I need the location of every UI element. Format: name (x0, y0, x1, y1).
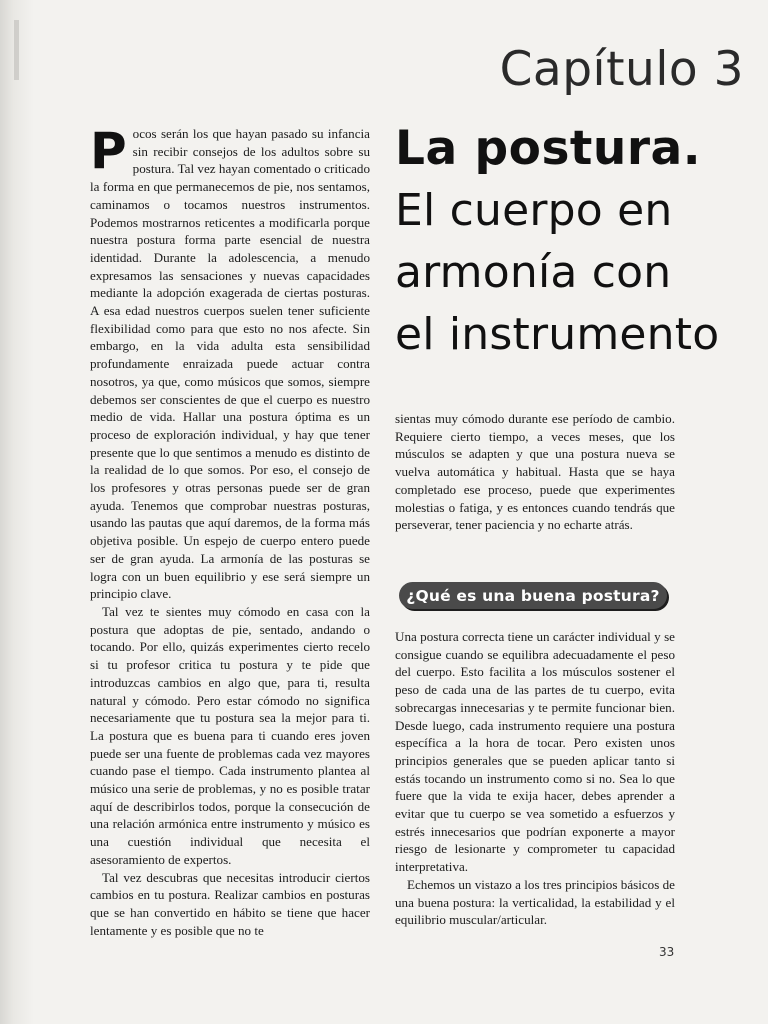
title-line-2: El cuerpo en (395, 185, 673, 236)
body-paragraph-2: Tal vez te sientes muy cómodo en casa con la postura que adoptas de pie, sentado, andando o tocando. Por ello, quizás experimentes cierto recelo si tu profesor critica tu postura y te pide que introduzcas cambios en algo que, para ti, resulta natural y cómodo. Pero estar cómodo no significa necesariamente que tu postura sea la mejor para ti. La postura que es buena para ti cuando eres joven puede ser una fuente de problemas cada vez mayores cuando pase el tiempo. Cada instrumento plantea al músico una serie de problemas, y no es posible tratar aquí de describirlos todos, porque la consecución de una relación armónica entre instrumento y músico es una cuestión individual que necesita el asesoramiento de expertos. (90, 603, 370, 867)
title-line-4: el instrumento (395, 309, 720, 360)
continued-paragraph: sientas muy cómodo durante ese período de cambio. Requiere cierto tiempo, a veces meses, que los músculos se adapten y que una postura nueva se vuelva automática y habitual. Hasta que se haya completado ese proceso, puede que experimentes molestias o fatiga, y es entonces cuando tendrás que perseverar, tener paciencia y no echarte atrás. (395, 411, 675, 533)
chapter-label: Capítulo 3 (499, 42, 744, 97)
page-number: 33 (659, 945, 675, 959)
right-column-bottom (395, 628, 675, 929)
section-paragraph-2: Echemos un vistazo a los tres principios básicos de una buena postura: la verticalidad, la estabilidad y el equilibrio muscular/articular. (395, 876, 675, 928)
right-column-top (395, 410, 675, 534)
body-paragraph-3: Tal vez descubras que necesitas introducir ciertos cambios en tu postura. Realizar cambios en posturas que se han convertido en hábito se tiene que hacer lentamente y es posible que no te (90, 869, 370, 938)
section-heading (399, 582, 667, 609)
section-heading-text: ¿Qué es una buena postura? (406, 586, 660, 605)
title-main: La postura. (395, 121, 702, 176)
drop-cap: P (90, 122, 127, 180)
scan-edge-shadow (0, 0, 34, 1024)
title-line-3: armonía con (395, 247, 672, 298)
left-column (90, 122, 370, 939)
section-paragraph-1: Una postura correcta tiene un carácter individual y se consigue cuando se equilibra adecuadamente el peso del cuerpo. Esto facilita a los músculos sostener el peso de cada una de las partes de tu cuerpo, evita sobrecargas innecesarias y te permite funcionar bien. Desde luego, cada instrumento requiere una postura específica a la hora de tocar. Pero existen unos principios generales que se pueden aplicar tanto si estás tocando un instrumento como si no. Sea lo que fuere que la vida te exija hacer, debes aprender a evitar que tu cuerpo se vea sometido a esfuerzos y estrés innecesarios que podrían exponerte a mayor riesgo de lesionarte y comprometer tu capacidad interpretativa. (395, 629, 675, 875)
body-paragraph-1 (90, 122, 370, 603)
chapter-title (395, 118, 755, 366)
body-paragraph-1-text: ocos serán los que hayan pasado su infancia sin recibir consejos de los adultos sobre su postura. Tal vez hayan comentado o criticado la forma en que permanecemos de pie, nos sentamos, caminamos o tocamos nuestros instrumentos. Podemos mostrarnos reticentes a modificarla porque nuestra postura forma parte esencial de nuestra identidad. Durante la adolescencia, a menudo expresamos las sensaciones y nuevas capacidades mediante la adopción exagerada de ciertas posturas. A esa edad nuestros cuerpos suelen tener suficiente flexibilidad como para que esto no nos afecte. Sin embargo, en la vida adulta esta sensibilidad profundamente enraizada puede actuar contra nosotros, ya que, como músicos que somos, siempre debemos ser conscientes de que el cuerpo es nuestro medio de vida. Hallar una postura óptima es un proceso de exploración individual, y hay que tener presente que lo que sentimos a menudo es distinto de la realidad de lo que somos. Por eso, el consejo de los profesores y otras personas puede ser de gran ayuda. Tenemos que comprobar nuestras posturas, usando las pautas que aquí daremos, de la forma más objetiva posible. Un espejo de cuerpo entero puede ser de gran ayuda. La armonía de las posturas se logra con un buen equilibrio y ese será siempre un principio clave. (90, 126, 370, 602)
